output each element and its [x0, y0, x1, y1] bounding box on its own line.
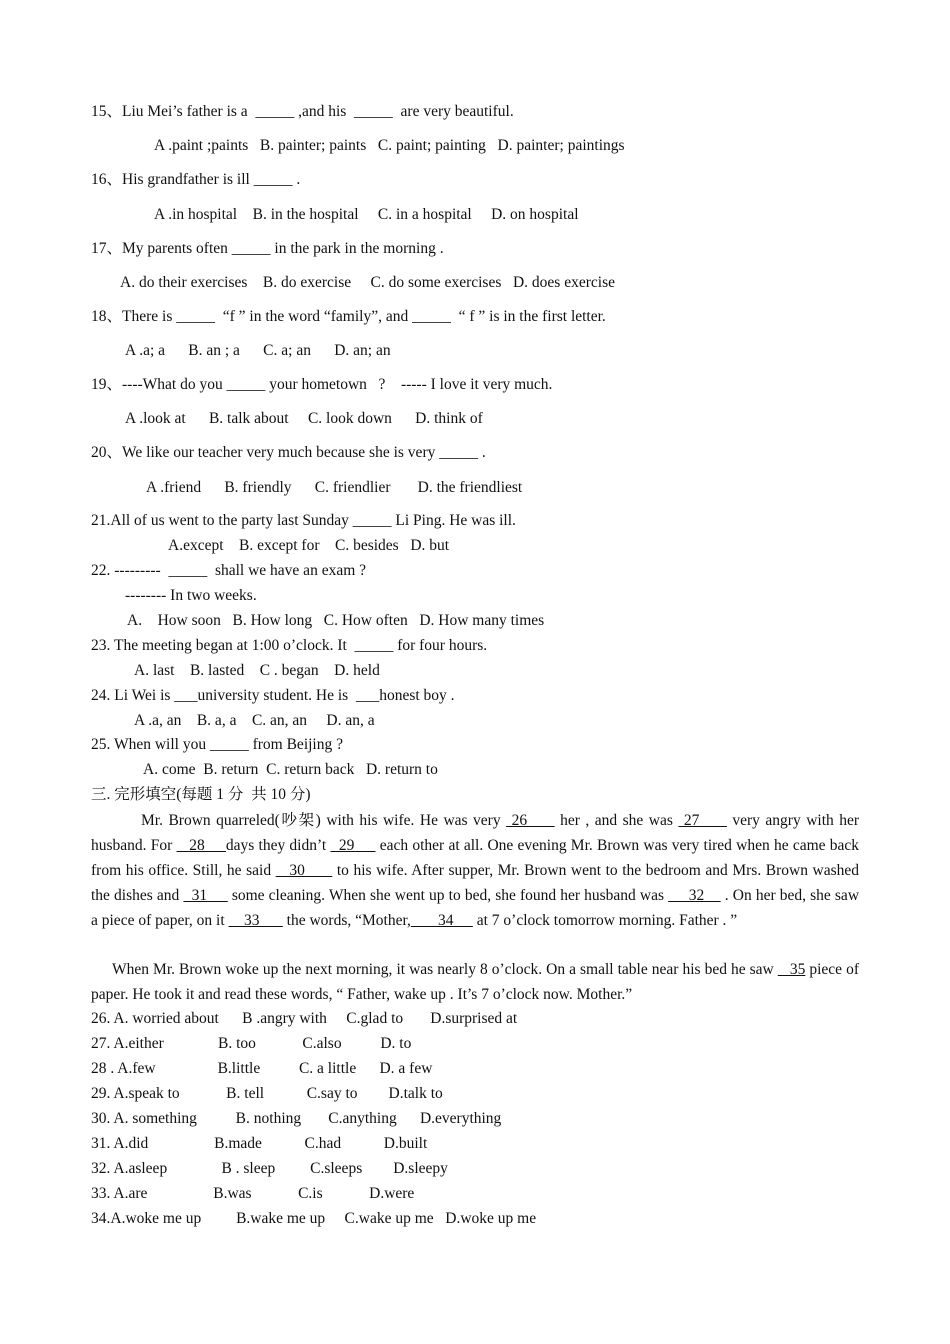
question-19-stem: 19、----What do you _____ your hometown ? ----- I love it very much. — [91, 376, 553, 393]
question-18-options: A .a; a B. an ; a C. a; an D. an; an — [125, 342, 391, 359]
passage-text: piece of paper. He took it and read these words, “ Father, wake up . It’s 7 o’clock now. Mother.” — [91, 961, 860, 1003]
cloze-blank: 31 — [183, 887, 228, 904]
question-24-options: A .a, an B. a, a C. an, an D. an, a — [134, 712, 375, 729]
section-heading: 三. 完形填空(每题 1 分 共 10 分) — [91, 786, 311, 803]
question-22-stem: 22. --------- _____ shall we have an exam ? — [91, 562, 367, 579]
cloze-blank: 27 — [678, 812, 727, 829]
passage-text: days they didn’t — [225, 837, 331, 854]
cloze-blank: 26 — [506, 812, 555, 829]
passage-text: each other at all. One evening Mr. Brown was very tired when he came back from his office. Still, he said — [91, 837, 860, 879]
cloze-options-27: 27. A.either B. too C.also D. to — [91, 1035, 412, 1052]
question-23-stem: 23. The meeting began at 1:00 o’clock. It _____ for four hours. — [91, 637, 488, 654]
question-17-stem: 17、My parents often _____ in the park in the morning . — [91, 240, 444, 257]
question-22-options: A. How soon B. How long C. How often D. How many times — [127, 612, 545, 629]
question-25-options: A. come B. return C. return back D. return to — [143, 761, 438, 778]
cloze-blank: 35 — [777, 961, 806, 978]
question-24-stem: 24. Li Wei is ___university student. He is ___honest boy . — [91, 687, 455, 704]
cloze-blank: 32 — [668, 887, 721, 904]
cloze-options-34: 34.A.woke me up B.wake me up C.wake up me D.woke up me — [91, 1210, 537, 1227]
cloze-blank: 30 — [275, 862, 333, 879]
question-16-options: A .in hospital B. in the hospital C. in a hospital D. on hospital — [154, 206, 579, 223]
passage-text: some cleaning. When she went up to bed, she found her husband was — [227, 887, 669, 904]
cloze-blank: 28 — [176, 837, 226, 854]
cloze-options-30: 30. A. something B. nothing C.anything D.everything — [91, 1110, 502, 1127]
question-22-answer-line: -------- In two weeks. — [125, 587, 257, 604]
question-15-stem: 15、Liu Mei’s father is a _____ ,and his _____ are very beautiful. — [91, 103, 514, 120]
question-16-stem: 16、His grandfather is ill _____ . — [91, 171, 301, 188]
cloze-blank: 29 — [330, 837, 376, 854]
cloze-options-29: 29. A.speak to B. tell C.say to D.talk to — [91, 1085, 443, 1102]
question-19-options: A .look at B. talk about C. look down D. think of — [125, 410, 483, 427]
passage-text: at 7 o’clock tomorrow morning. Father . ” — [472, 912, 738, 929]
cloze-options-31: 31. A.did B.made C.had D.built — [91, 1135, 428, 1152]
cloze-blank: 34 — [410, 912, 473, 929]
cloze-options-28: 28 . A.few B.little C. a little D. a few — [91, 1060, 433, 1077]
passage-text: the words, “Mother, — [282, 912, 411, 929]
cloze-options-33: 33. A.are B.was C.is D.were — [91, 1185, 415, 1202]
question-20-stem: 20、We like our teacher very much because she is very _____ . — [91, 444, 486, 461]
cloze-options-26: 26. A. worried about B .angry with C.glad to D.surprised at — [91, 1010, 518, 1027]
passage-text: . On her bed, she saw a piece of paper, on it — [91, 887, 860, 929]
question-17-options: A. do their exercises B. do exercise C. do some exercises D. does exercise — [120, 274, 615, 291]
passage-text: her , and she was — [554, 812, 679, 829]
cloze-paragraph-1 — [91, 808, 859, 933]
question-25-stem: 25. When will you _____ from Beijing ? — [91, 736, 343, 753]
question-21-options: A.except B. except for C. besides D. but — [168, 537, 450, 554]
question-21-stem: 21.All of us went to the party last Sunday _____ Li Ping. He was ill. — [91, 512, 516, 529]
question-20-options: A .friend B. friendly C. friendlier D. the friendliest — [146, 479, 523, 496]
question-18-stem: 18、There is _____ “f ” in the word “family”, and _____ “ f ” is in the first letter. — [91, 308, 606, 325]
passage-text: to his wife. After supper, Mr. Brown went to the bedroom and Mrs. Brown washed the dishes and — [91, 862, 860, 904]
passage-text: very angry with her husband. For — [91, 812, 860, 854]
cloze-blank: 33 — [228, 912, 283, 929]
question-23-options: A. last B. lasted C . began D. held — [134, 662, 380, 679]
question-15-options: A .paint ;paints B. painter; paints C. paint; painting D. painter; paintings — [154, 137, 625, 154]
cloze-options-32: 32. A.asleep B . sleep C.sleeps D.sleepy — [91, 1160, 448, 1177]
cloze-paragraph-2 — [91, 957, 859, 1007]
passage-text: Mr. Brown quarreled(吵架) with his wife. He was very — [141, 812, 507, 829]
passage-text: When Mr. Brown woke up the next morning, it was nearly 8 o’clock. On a small table near his bed he saw — [112, 961, 778, 978]
